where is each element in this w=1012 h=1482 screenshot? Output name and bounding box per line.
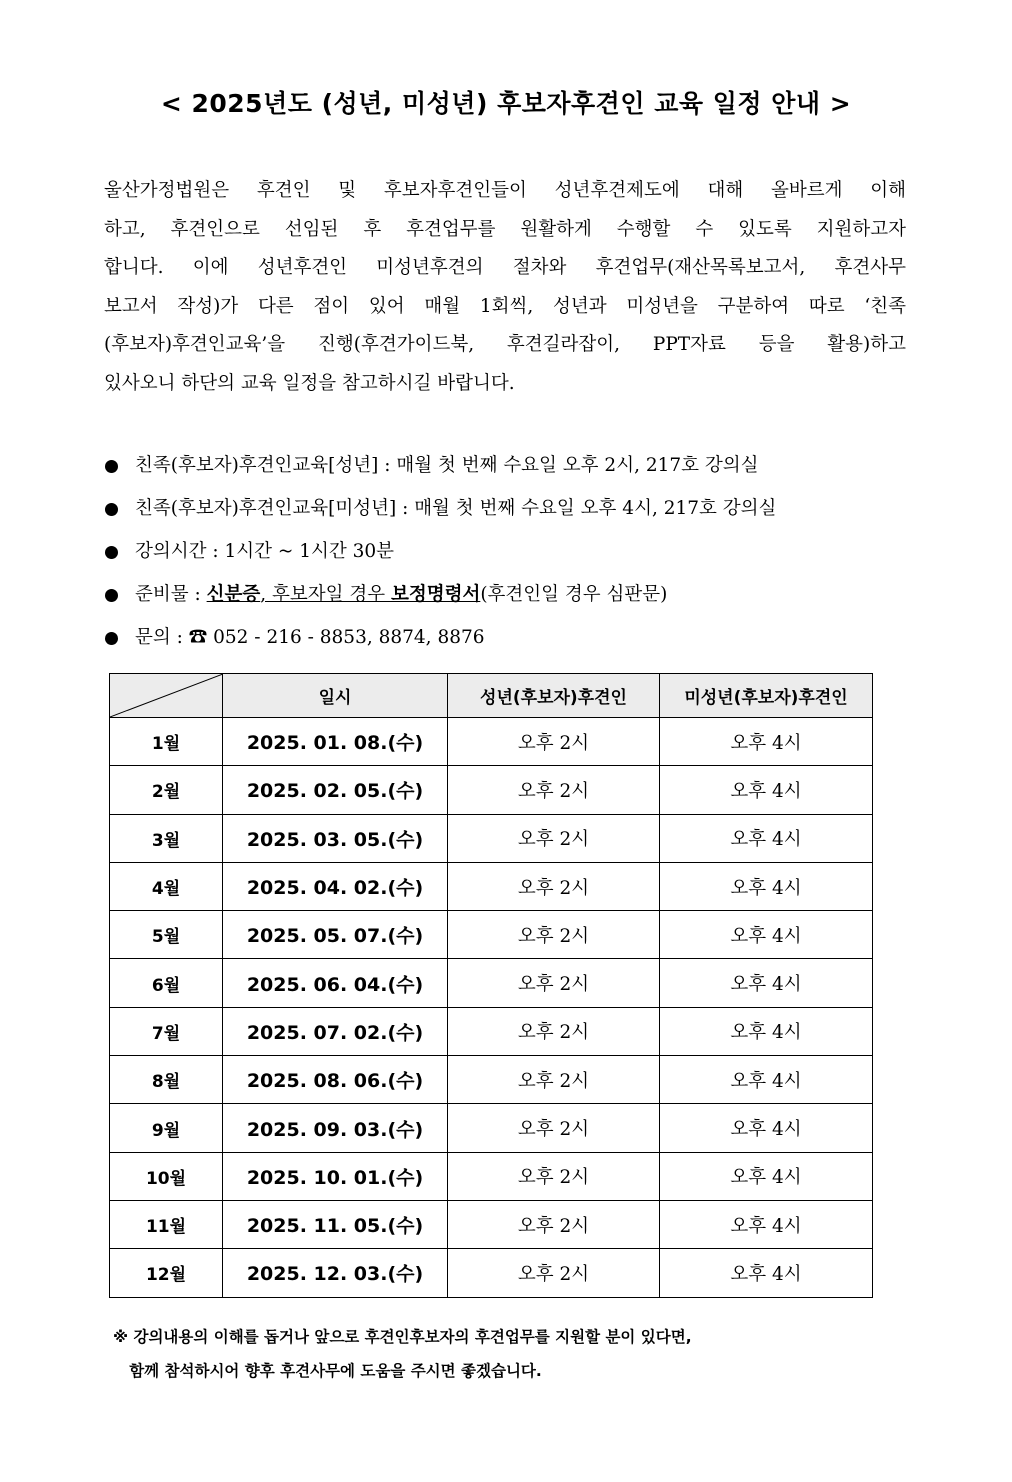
minor-time-cell: 오후 4시: [660, 814, 873, 862]
adult-time-cell: 오후 2시: [448, 1056, 660, 1104]
adult-time-cell: 오후 2시: [448, 718, 660, 766]
intro-line: 합니다. 이에 성년후견인 미성년후견의 절차와 후견업무(재산목록보고서, 후견사무: [104, 257, 906, 278]
table-row: [110, 1007, 873, 1055]
date-cell: 2025. 09. 03.(수): [223, 1104, 448, 1152]
table-row: [110, 766, 873, 814]
adult-time-cell: 오후 2시: [448, 766, 660, 814]
bullet-dot-icon: [105, 632, 118, 645]
bullet-preparation: [104, 577, 914, 620]
prep-suffix-text: (후견인일 경우 심판문): [480, 584, 668, 605]
minor-time-cell: 오후 4시: [660, 911, 873, 959]
month-cell: 5월: [110, 911, 223, 959]
month-cell: 9월: [110, 1104, 223, 1152]
header-corner-cell: [110, 674, 223, 718]
bullet-contact: [104, 620, 914, 663]
adult-time-cell: 오후 2시: [448, 1249, 660, 1297]
month-cell: 8월: [110, 1056, 223, 1104]
table-row: [110, 1056, 873, 1104]
adult-time-cell: 오후 2시: [448, 1007, 660, 1055]
intro-line: (후보자)후견인교육’을 진행(후견가이드북, 후견길라잡이, PPT자료 등을 활용)하고: [104, 334, 906, 355]
date-cell: 2025. 10. 01.(수): [223, 1152, 448, 1200]
bullet-dot-icon: [105, 546, 118, 559]
bullet-text: 강의시간 : 1시간 ~ 1시간 30분: [135, 541, 395, 562]
intro-line: 하고, 후견인으로 선임된 후 후견업무를 원활하게 수행할 수 있도록 지원하고자: [104, 218, 906, 240]
date-cell: 2025. 05. 07.(수): [223, 911, 448, 959]
adult-time-cell: 오후 2시: [448, 814, 660, 862]
minor-time-cell: 오후 4시: [660, 1056, 873, 1104]
header-date: 일시: [223, 674, 448, 718]
month-cell: 11월: [110, 1200, 223, 1248]
intro-line: 보고서 작성)가 다른 점이 있어 매월 1회씩, 성년과 미성년을 구분하여 따로 ‘친족: [104, 295, 906, 317]
minor-time-cell: 오후 4시: [660, 862, 873, 910]
table-row: [110, 862, 873, 910]
month-cell: 6월: [110, 959, 223, 1007]
minor-time-cell: 오후 4시: [660, 766, 873, 814]
date-cell: 2025. 01. 08.(수): [223, 718, 448, 766]
bullet-text: 친족(후보자)후견인교육[성년] : 매월 첫 번째 수요일 오후 2시, 217호 강의실: [135, 455, 759, 476]
table-row: [110, 814, 873, 862]
table-row: [110, 959, 873, 1007]
bullet-text: 준비물 :: [135, 584, 207, 605]
prep-id-card: 신분증: [206, 584, 261, 605]
bullet-text: 친족(후보자)후견인교육[미성년] : 매월 첫 번째 수요일 오후 4시, 217호 강의실: [135, 498, 777, 519]
minor-time-cell: 오후 4시: [660, 1152, 873, 1200]
date-cell: 2025. 07. 02.(수): [223, 1007, 448, 1055]
intro-paragraph: [104, 172, 906, 403]
adult-time-cell: 오후 2시: [448, 1200, 660, 1248]
month-cell: 3월: [110, 814, 223, 862]
prep-mid-text: , 후보자일 경우: [260, 584, 391, 605]
month-cell: 12월: [110, 1249, 223, 1297]
date-cell: 2025. 11. 05.(수): [223, 1200, 448, 1248]
adult-time-cell: 오후 2시: [448, 911, 660, 959]
month-cell: 7월: [110, 1007, 223, 1055]
date-cell: 2025. 04. 02.(수): [223, 862, 448, 910]
table-row: [110, 718, 873, 766]
minor-time-cell: 오후 4시: [660, 959, 873, 1007]
table-header-row: [110, 674, 873, 718]
info-bullet-list: [104, 448, 914, 663]
date-cell: 2025. 03. 05.(수): [223, 814, 448, 862]
table-row: [110, 1152, 873, 1200]
bullet-minor-schedule: [104, 491, 914, 534]
month-cell: 4월: [110, 862, 223, 910]
table-row: [110, 1249, 873, 1297]
adult-time-cell: 오후 2시: [448, 1152, 660, 1200]
header-minor: 미성년(후보자)후견인: [660, 674, 873, 718]
minor-time-cell: 오후 4시: [660, 1249, 873, 1297]
bullet-text: 문의 : ☎ 052 - 216 - 8853, 8874, 8876: [135, 627, 485, 648]
minor-time-cell: 오후 4시: [660, 1007, 873, 1055]
header-adult: 성년(후보자)후견인: [448, 674, 660, 718]
diagonal-line-icon: [110, 674, 223, 717]
table-row: [110, 1200, 873, 1248]
bullet-adult-schedule: [104, 448, 914, 491]
month-cell: 10월: [110, 1152, 223, 1200]
date-cell: 2025. 06. 04.(수): [223, 959, 448, 1007]
minor-time-cell: 오후 4시: [660, 718, 873, 766]
footnote: [113, 1320, 692, 1388]
bullet-dot-icon: [105, 460, 118, 473]
page-title: < 2025년도 (성년, 미성년) 후보자후견인 교육 일정 안내 >: [160, 89, 852, 118]
minor-time-cell: 오후 4시: [660, 1200, 873, 1248]
date-cell: 2025. 12. 03.(수): [223, 1249, 448, 1297]
adult-time-cell: 오후 2시: [448, 862, 660, 910]
schedule-table: [109, 673, 873, 1298]
bullet-duration: [104, 534, 914, 577]
adult-time-cell: 오후 2시: [448, 1104, 660, 1152]
bullet-dot-icon: [105, 589, 118, 602]
bullet-dot-icon: [105, 503, 118, 516]
date-cell: 2025. 08. 06.(수): [223, 1056, 448, 1104]
date-cell: 2025. 02. 05.(수): [223, 766, 448, 814]
table-row: [110, 911, 873, 959]
prep-correction-order: 보정명령서: [390, 584, 481, 605]
intro-line: 있사오니 하단의 교육 일정을 참고하시길 바랍니다.: [104, 372, 515, 394]
table-row: [110, 1104, 873, 1152]
intro-line: 울산가정법원은 후견인 및 후보자후견인들이 성년후견제도에 대해 올바르게 이해: [104, 180, 906, 201]
adult-time-cell: 오후 2시: [448, 959, 660, 1007]
footnote-line: 함께 참석하시어 향후 후견사무에 도움을 주시면 좋겠습니다.: [113, 1362, 542, 1380]
month-cell: 2월: [110, 766, 223, 814]
month-cell: 1월: [110, 718, 223, 766]
footnote-line: ※ 강의내용의 이해를 돕거나 앞으로 후견인후보자의 후견업무를 지원할 분이 있다면,: [113, 1328, 692, 1346]
minor-time-cell: 오후 4시: [660, 1104, 873, 1152]
